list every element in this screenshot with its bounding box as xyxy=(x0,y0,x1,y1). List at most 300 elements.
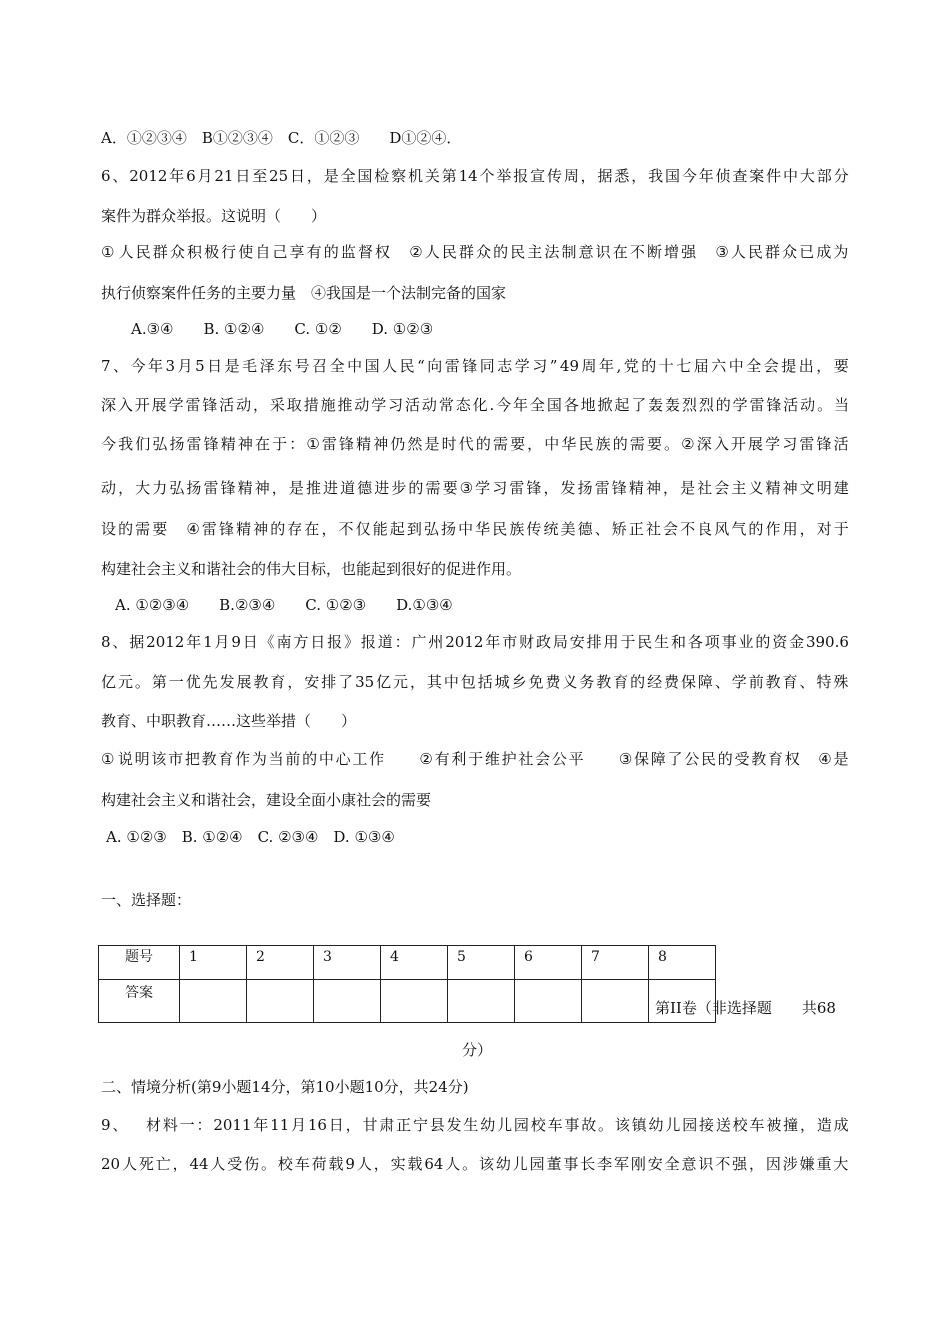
text-glyph: 会 xyxy=(763,357,779,375)
text-glyph: ， xyxy=(799,1116,815,1134)
number-cell: 2 xyxy=(247,946,314,980)
text-glyph: 锋 xyxy=(220,479,236,497)
text-glyph: 幼 xyxy=(495,1155,511,1173)
q7-line-5 xyxy=(101,519,849,539)
text-glyph: 7 xyxy=(101,357,111,375)
text-glyph: 儿 xyxy=(512,1155,528,1173)
text-glyph: 心 xyxy=(335,750,351,768)
text-glyph: ， xyxy=(253,396,269,414)
text-glyph: ， xyxy=(580,167,596,185)
text-glyph: 项 xyxy=(704,633,720,651)
text-glyph: 众 xyxy=(169,243,185,261)
text-glyph: 自 xyxy=(255,243,271,261)
answer-cell[interactable] xyxy=(515,980,582,1023)
answer-cell[interactable] xyxy=(247,980,314,1023)
text-glyph: 排 xyxy=(321,673,337,691)
text-glyph: 侦 xyxy=(715,167,731,185)
text-glyph: 会 xyxy=(663,520,679,538)
text-glyph: 6 xyxy=(186,167,196,185)
text-glyph: 发 xyxy=(219,673,235,691)
text-glyph: 亿 xyxy=(101,673,117,691)
text-glyph: 精 xyxy=(765,479,781,497)
text-glyph: 、 xyxy=(112,167,128,185)
q7-line-1 xyxy=(101,356,849,376)
text-glyph: 步 xyxy=(391,479,407,497)
text-glyph: 部 xyxy=(816,167,832,185)
number-cell: 5 xyxy=(448,946,515,980)
text-glyph: 用 xyxy=(603,633,619,651)
text-glyph: 锋 xyxy=(766,396,782,414)
text-glyph: 接 xyxy=(699,1116,715,1134)
text-glyph: 不 xyxy=(715,1155,731,1173)
text-glyph: 民 xyxy=(637,633,653,651)
text-glyph: 军 xyxy=(614,1155,630,1173)
text-glyph: 年 xyxy=(169,167,185,185)
text-glyph: 检 xyxy=(374,167,390,185)
text-glyph: 发 xyxy=(446,1116,462,1134)
text-glyph: 殊 xyxy=(833,673,849,691)
text-glyph: 神 xyxy=(782,479,798,497)
text-glyph: 。 xyxy=(261,1155,277,1173)
q9-line-2 xyxy=(101,1154,849,1174)
text-glyph: 监 xyxy=(340,243,356,261)
text-glyph: 锋 xyxy=(202,396,218,414)
text-glyph: 动 xyxy=(101,479,117,497)
text-glyph: 44 xyxy=(189,1155,209,1173)
text-glyph: 教 xyxy=(201,750,217,768)
text-glyph: 督 xyxy=(357,243,373,261)
text-glyph: 在 xyxy=(254,435,270,453)
text-glyph: 人 xyxy=(445,1155,461,1173)
text-glyph: 育 xyxy=(218,750,234,768)
text-glyph: 中 xyxy=(782,167,798,185)
text-glyph: 年 xyxy=(513,396,529,414)
text-glyph: 群 xyxy=(765,243,781,261)
text-glyph: ， xyxy=(799,520,815,538)
text-glyph: 今 xyxy=(130,357,146,375)
text-glyph: 开 xyxy=(134,396,150,414)
text-glyph: 代 xyxy=(458,435,474,453)
text-glyph: 方 xyxy=(293,633,309,651)
text-glyph: 校 xyxy=(530,1116,546,1134)
answer-cell[interactable] xyxy=(582,980,649,1023)
text-glyph: 9 xyxy=(231,633,241,651)
text-glyph: 宣 xyxy=(530,167,546,185)
answer-cell[interactable] xyxy=(448,980,515,1023)
text-glyph: 中 xyxy=(728,357,744,375)
answer-cell[interactable] xyxy=(180,980,247,1023)
text-glyph: 学 xyxy=(732,396,748,414)
text-glyph: 车 xyxy=(294,1155,310,1173)
text-glyph: 载 xyxy=(407,1155,423,1173)
text-glyph: 教 xyxy=(751,750,767,768)
text-glyph: 党 xyxy=(623,357,639,375)
text-glyph: 教 xyxy=(765,673,781,691)
text-glyph: 390.6 xyxy=(805,633,849,651)
text-glyph: 25 xyxy=(269,167,289,185)
text-glyph: 义 xyxy=(748,479,764,497)
text-glyph: 据 xyxy=(597,167,613,185)
text-glyph: 广 xyxy=(411,633,427,651)
text-glyph: 实 xyxy=(390,1155,406,1173)
text-glyph: 出 xyxy=(798,357,814,375)
text-glyph: 保 xyxy=(680,673,696,691)
text-glyph: 第 xyxy=(441,167,457,185)
text-glyph: 各 xyxy=(687,633,703,651)
text-glyph: 年 xyxy=(598,357,614,375)
text-glyph: 主 xyxy=(731,479,747,497)
text-glyph: 月 xyxy=(291,1116,307,1134)
text-glyph: 乡 xyxy=(511,673,527,691)
text-glyph: ④ xyxy=(186,520,200,538)
text-glyph: 11 xyxy=(270,1116,290,1134)
text-glyph: 扬 xyxy=(186,479,202,497)
text-glyph: 、 xyxy=(714,673,730,691)
text-glyph: 民 xyxy=(578,435,594,453)
text-glyph: 中 xyxy=(458,520,474,538)
text-glyph: 育 xyxy=(270,673,286,691)
text-glyph: 园 xyxy=(682,1116,698,1134)
text-glyph: 作 xyxy=(369,750,385,768)
text-glyph: 是 xyxy=(224,357,240,375)
text-glyph: 安 xyxy=(304,673,320,691)
q5-options: A．①②③④ B①②③④ C．①②③ D①②④． xyxy=(101,129,462,147)
text-glyph: 需 xyxy=(492,435,508,453)
text-glyph: 教 xyxy=(253,673,269,691)
text-glyph: 刚 xyxy=(630,1155,646,1173)
text-glyph: 镇 xyxy=(631,1116,647,1134)
text-glyph: , xyxy=(616,357,622,375)
text-glyph: 地 xyxy=(580,396,596,414)
text-glyph: 习 xyxy=(492,479,508,497)
text-glyph: 活 xyxy=(405,396,421,414)
answer-table xyxy=(98,945,716,1023)
text-glyph: 甘 xyxy=(362,1116,378,1134)
text-glyph: 神 xyxy=(254,479,270,497)
text-glyph: 于 xyxy=(468,750,484,768)
answer-table-answer-row xyxy=(99,980,716,1023)
text-glyph: ： xyxy=(289,435,305,453)
text-glyph: 日 xyxy=(242,633,258,651)
q8-line-5: 构建社会主义和谐社会，建设全面小康社会的需要 xyxy=(101,791,432,809)
text-glyph: 一 xyxy=(179,1116,195,1134)
text-glyph: 的 xyxy=(717,750,733,768)
text-glyph: 月 xyxy=(214,633,230,651)
text-glyph: 深 xyxy=(696,435,712,453)
text-glyph: 该 xyxy=(479,1155,495,1173)
text-glyph: 大 xyxy=(799,167,815,185)
text-glyph: 扬 xyxy=(441,520,457,538)
text-glyph: 用 xyxy=(782,520,798,538)
text-glyph: 文 xyxy=(799,479,815,497)
text-glyph: 、 xyxy=(594,520,610,538)
text-glyph: 活 xyxy=(219,396,235,414)
text-glyph: 第 xyxy=(151,673,167,691)
text-glyph: 料 xyxy=(162,1116,178,1134)
text-glyph: 《 xyxy=(259,633,275,651)
text-glyph: 、 xyxy=(113,357,129,375)
text-glyph: ， xyxy=(321,520,337,538)
text-glyph: 日 xyxy=(207,357,223,375)
text-glyph: 幼 xyxy=(648,1116,664,1134)
text-glyph: 排 xyxy=(586,633,602,651)
text-glyph: 在 xyxy=(612,243,628,261)
text-glyph: 施 xyxy=(320,396,336,414)
text-glyph: 享 xyxy=(289,243,305,261)
text-glyph: 元 xyxy=(117,673,133,691)
text-glyph: 习 xyxy=(388,396,404,414)
text-glyph: 毛 xyxy=(242,357,258,375)
answer-table-number-row xyxy=(99,946,716,980)
text-glyph: 全 xyxy=(664,1155,680,1173)
text-glyph: 学 xyxy=(765,435,781,453)
text-glyph: 要 xyxy=(152,520,168,538)
text-glyph: 不 xyxy=(680,520,696,538)
text-glyph: 周 xyxy=(563,167,579,185)
text-glyph: 涉 xyxy=(782,1155,798,1173)
text-glyph: 件 xyxy=(766,167,782,185)
text-glyph: 撞 xyxy=(783,1116,799,1134)
number-cell: 8 xyxy=(649,946,716,980)
text-glyph: 16 xyxy=(307,1116,327,1134)
text-glyph: 维 xyxy=(484,750,500,768)
text-glyph: 董 xyxy=(546,1155,562,1173)
text-glyph: 华 xyxy=(561,435,577,453)
text-glyph: 不 xyxy=(629,243,645,261)
text-glyph: 业 xyxy=(738,633,754,651)
text-glyph: 风 xyxy=(714,520,730,538)
text-glyph: ： xyxy=(196,1116,212,1134)
q6-options: A.③④ B. ①②④ C. ①② D. ①②③ xyxy=(131,320,434,338)
text-glyph: 年 xyxy=(485,633,501,651)
text-glyph: 工 xyxy=(352,750,368,768)
text-glyph: 我 xyxy=(648,167,664,185)
text-glyph: 于 xyxy=(833,520,849,538)
text-glyph: 费 xyxy=(545,673,561,691)
text-glyph: 设 xyxy=(101,520,117,538)
text-glyph: 弘 xyxy=(152,435,168,453)
text-glyph: “ xyxy=(417,357,425,375)
section-2-heading: 二、情境分析(第9小题14分，第10小题10分，共24分) xyxy=(101,1078,469,1096)
text-glyph: 县 xyxy=(429,1116,445,1134)
text-glyph: 6 xyxy=(101,167,111,185)
text-glyph: 烈 xyxy=(698,396,714,414)
q8-line-4 xyxy=(101,749,849,769)
text-glyph: 扬 xyxy=(169,435,185,453)
text-glyph: 大 xyxy=(135,479,151,497)
text-glyph: 受 xyxy=(227,1155,243,1173)
text-glyph: 活 xyxy=(783,396,799,414)
text-glyph: 因 xyxy=(765,1155,781,1173)
text-glyph: 展 xyxy=(236,673,252,691)
text-glyph: 国 xyxy=(546,396,562,414)
text-glyph: 全 xyxy=(340,167,356,185)
text-glyph: 精 xyxy=(628,479,644,497)
text-glyph xyxy=(403,749,418,769)
text-glyph: 极 xyxy=(204,243,220,261)
text-glyph: 意 xyxy=(578,243,594,261)
text-glyph: 开 xyxy=(730,435,746,453)
text-glyph: 权 xyxy=(375,243,391,261)
text-glyph: ， xyxy=(345,1116,361,1134)
text-glyph: 民 xyxy=(399,357,415,375)
text-glyph: 3 xyxy=(165,357,176,375)
part-2-title: 第II卷（非选择题 共68 xyxy=(655,999,836,1017)
text-glyph: ① xyxy=(101,243,115,261)
text-glyph: 元 xyxy=(393,673,409,691)
text-glyph: 各 xyxy=(563,396,579,414)
text-glyph: ① xyxy=(101,750,115,768)
text-glyph: 于 xyxy=(272,435,288,453)
text-glyph: ② xyxy=(409,243,423,261)
text-glyph: ” xyxy=(549,357,558,375)
text-glyph: 锋 xyxy=(816,435,832,453)
text-glyph: 华 xyxy=(475,520,491,538)
text-glyph: 族 xyxy=(595,435,611,453)
q7-options: A. ①②③④ B.②③④ C. ①②③ D.①③④ xyxy=(115,596,453,614)
text-glyph: 亡 xyxy=(155,1155,171,1173)
text-glyph: 作 xyxy=(235,750,251,768)
text-glyph: ② xyxy=(419,750,433,768)
text-glyph: 前 xyxy=(285,750,301,768)
text-glyph: 年 xyxy=(186,633,202,651)
text-glyph: 美 xyxy=(560,520,576,538)
text-glyph: 要 xyxy=(442,479,458,497)
text-glyph: 生 xyxy=(654,633,670,651)
text-glyph: 学 xyxy=(168,396,184,414)
text-glyph: 仍 xyxy=(390,435,406,453)
text-glyph: 校 xyxy=(277,1155,293,1173)
text-glyph: 李 xyxy=(597,1155,613,1173)
text-glyph: 是 xyxy=(680,479,696,497)
text-glyph: 力 xyxy=(152,479,168,497)
text-glyph: 悉 xyxy=(614,167,630,185)
text-glyph: 事 xyxy=(563,1155,579,1173)
text-glyph: 于 xyxy=(620,633,636,651)
text-glyph: 精 xyxy=(237,479,253,497)
text-glyph: 周 xyxy=(581,357,597,375)
text-glyph: ② xyxy=(681,435,695,453)
text-glyph: 学 xyxy=(514,357,530,375)
text-glyph: 雷 xyxy=(186,435,202,453)
text-glyph: 5 xyxy=(195,357,205,375)
text-glyph: 35 xyxy=(355,673,375,691)
text-glyph: 今 xyxy=(681,167,697,185)
text-glyph: 社 xyxy=(697,479,713,497)
text-glyph: 锋 xyxy=(218,520,234,538)
text-glyph: 时 xyxy=(441,435,457,453)
text-glyph: 的 xyxy=(715,396,731,414)
text-glyph: 肃 xyxy=(379,1116,395,1134)
text-glyph: 月 xyxy=(177,357,193,375)
text-glyph: 展 xyxy=(151,396,167,414)
text-glyph: 需 xyxy=(425,479,441,497)
text-glyph: 动 xyxy=(421,396,437,414)
text-glyph: 荷 xyxy=(311,1155,327,1173)
answer-cell[interactable] xyxy=(381,980,448,1023)
text-glyph: 展 xyxy=(748,435,764,453)
text-glyph: 车 xyxy=(749,1116,765,1134)
text-glyph: 局 xyxy=(552,633,568,651)
text-glyph: 9 xyxy=(101,1116,111,1134)
text-glyph: 全 xyxy=(529,396,545,414)
text-glyph: 人 xyxy=(382,357,398,375)
text-glyph: 召 xyxy=(312,357,328,375)
text-glyph: 当 xyxy=(833,396,849,414)
text-glyph: 弘 xyxy=(169,479,185,497)
text-glyph: 21 xyxy=(214,167,234,185)
text-glyph: 中 xyxy=(347,357,363,375)
text-glyph: 的 xyxy=(612,435,628,453)
text-glyph: 日 xyxy=(310,633,326,651)
text-glyph: 资 xyxy=(772,633,788,651)
text-glyph: 市 xyxy=(502,633,518,651)
text-glyph: 州 xyxy=(428,633,444,651)
text-glyph: 社 xyxy=(645,520,661,538)
text-glyph: 锋 xyxy=(526,479,542,497)
text-glyph: 、 xyxy=(112,633,128,651)
text-glyph: 。 xyxy=(598,1116,614,1134)
text-glyph: 经 xyxy=(647,673,663,691)
q8-line-2 xyxy=(101,672,849,692)
text-glyph: 权 xyxy=(784,750,800,768)
text-glyph: 雷 xyxy=(594,479,610,497)
text-glyph: 送 xyxy=(715,1116,731,1134)
text-glyph: 习 xyxy=(782,435,798,453)
text-glyph: 然 xyxy=(407,435,423,453)
text-glyph: 大 xyxy=(833,1155,849,1173)
answer-cell[interactable] xyxy=(314,980,381,1023)
text-glyph: 。 xyxy=(664,435,680,453)
text-glyph: ， xyxy=(631,167,647,185)
text-glyph: 今 xyxy=(101,435,117,453)
text-glyph: 的 xyxy=(630,673,646,691)
q8-line-1 xyxy=(101,632,849,652)
text-glyph: 不 xyxy=(338,520,354,538)
text-glyph: 。 xyxy=(134,673,150,691)
text-glyph: 报 xyxy=(360,633,376,651)
row-header-answer: 答案 xyxy=(99,980,180,1023)
text-glyph: 使 xyxy=(238,243,254,261)
text-glyph: ， xyxy=(749,1155,765,1173)
text-glyph: 宁 xyxy=(412,1116,428,1134)
text-glyph: 精 xyxy=(356,435,372,453)
text-glyph: 中 xyxy=(544,435,560,453)
text-glyph: 要 xyxy=(646,435,662,453)
text-glyph: 的 xyxy=(748,520,764,538)
text-glyph: 障 xyxy=(697,673,713,691)
text-glyph: 强 xyxy=(732,1155,748,1173)
text-glyph: 报 xyxy=(513,167,529,185)
text-glyph: 在 xyxy=(304,520,320,538)
text-glyph: 己 xyxy=(272,243,288,261)
text-glyph: 、 xyxy=(112,1116,128,1134)
text-glyph: 精 xyxy=(236,520,252,538)
text-glyph: 传 xyxy=(546,167,562,185)
text-glyph: 向 xyxy=(427,357,443,375)
number-cell: 4 xyxy=(381,946,448,980)
text-glyph: 增 xyxy=(664,243,680,261)
text-glyph: 精 xyxy=(220,435,236,453)
text-glyph: 死 xyxy=(138,1155,154,1173)
text-glyph: 城 xyxy=(494,673,510,691)
text-glyph: 重 xyxy=(816,1155,832,1173)
q7-line-3 xyxy=(101,434,849,454)
text-glyph: 费 xyxy=(664,673,680,691)
text-glyph: 护 xyxy=(501,750,517,768)
text-glyph: 报 xyxy=(327,633,343,651)
text-glyph: 了 xyxy=(667,750,683,768)
